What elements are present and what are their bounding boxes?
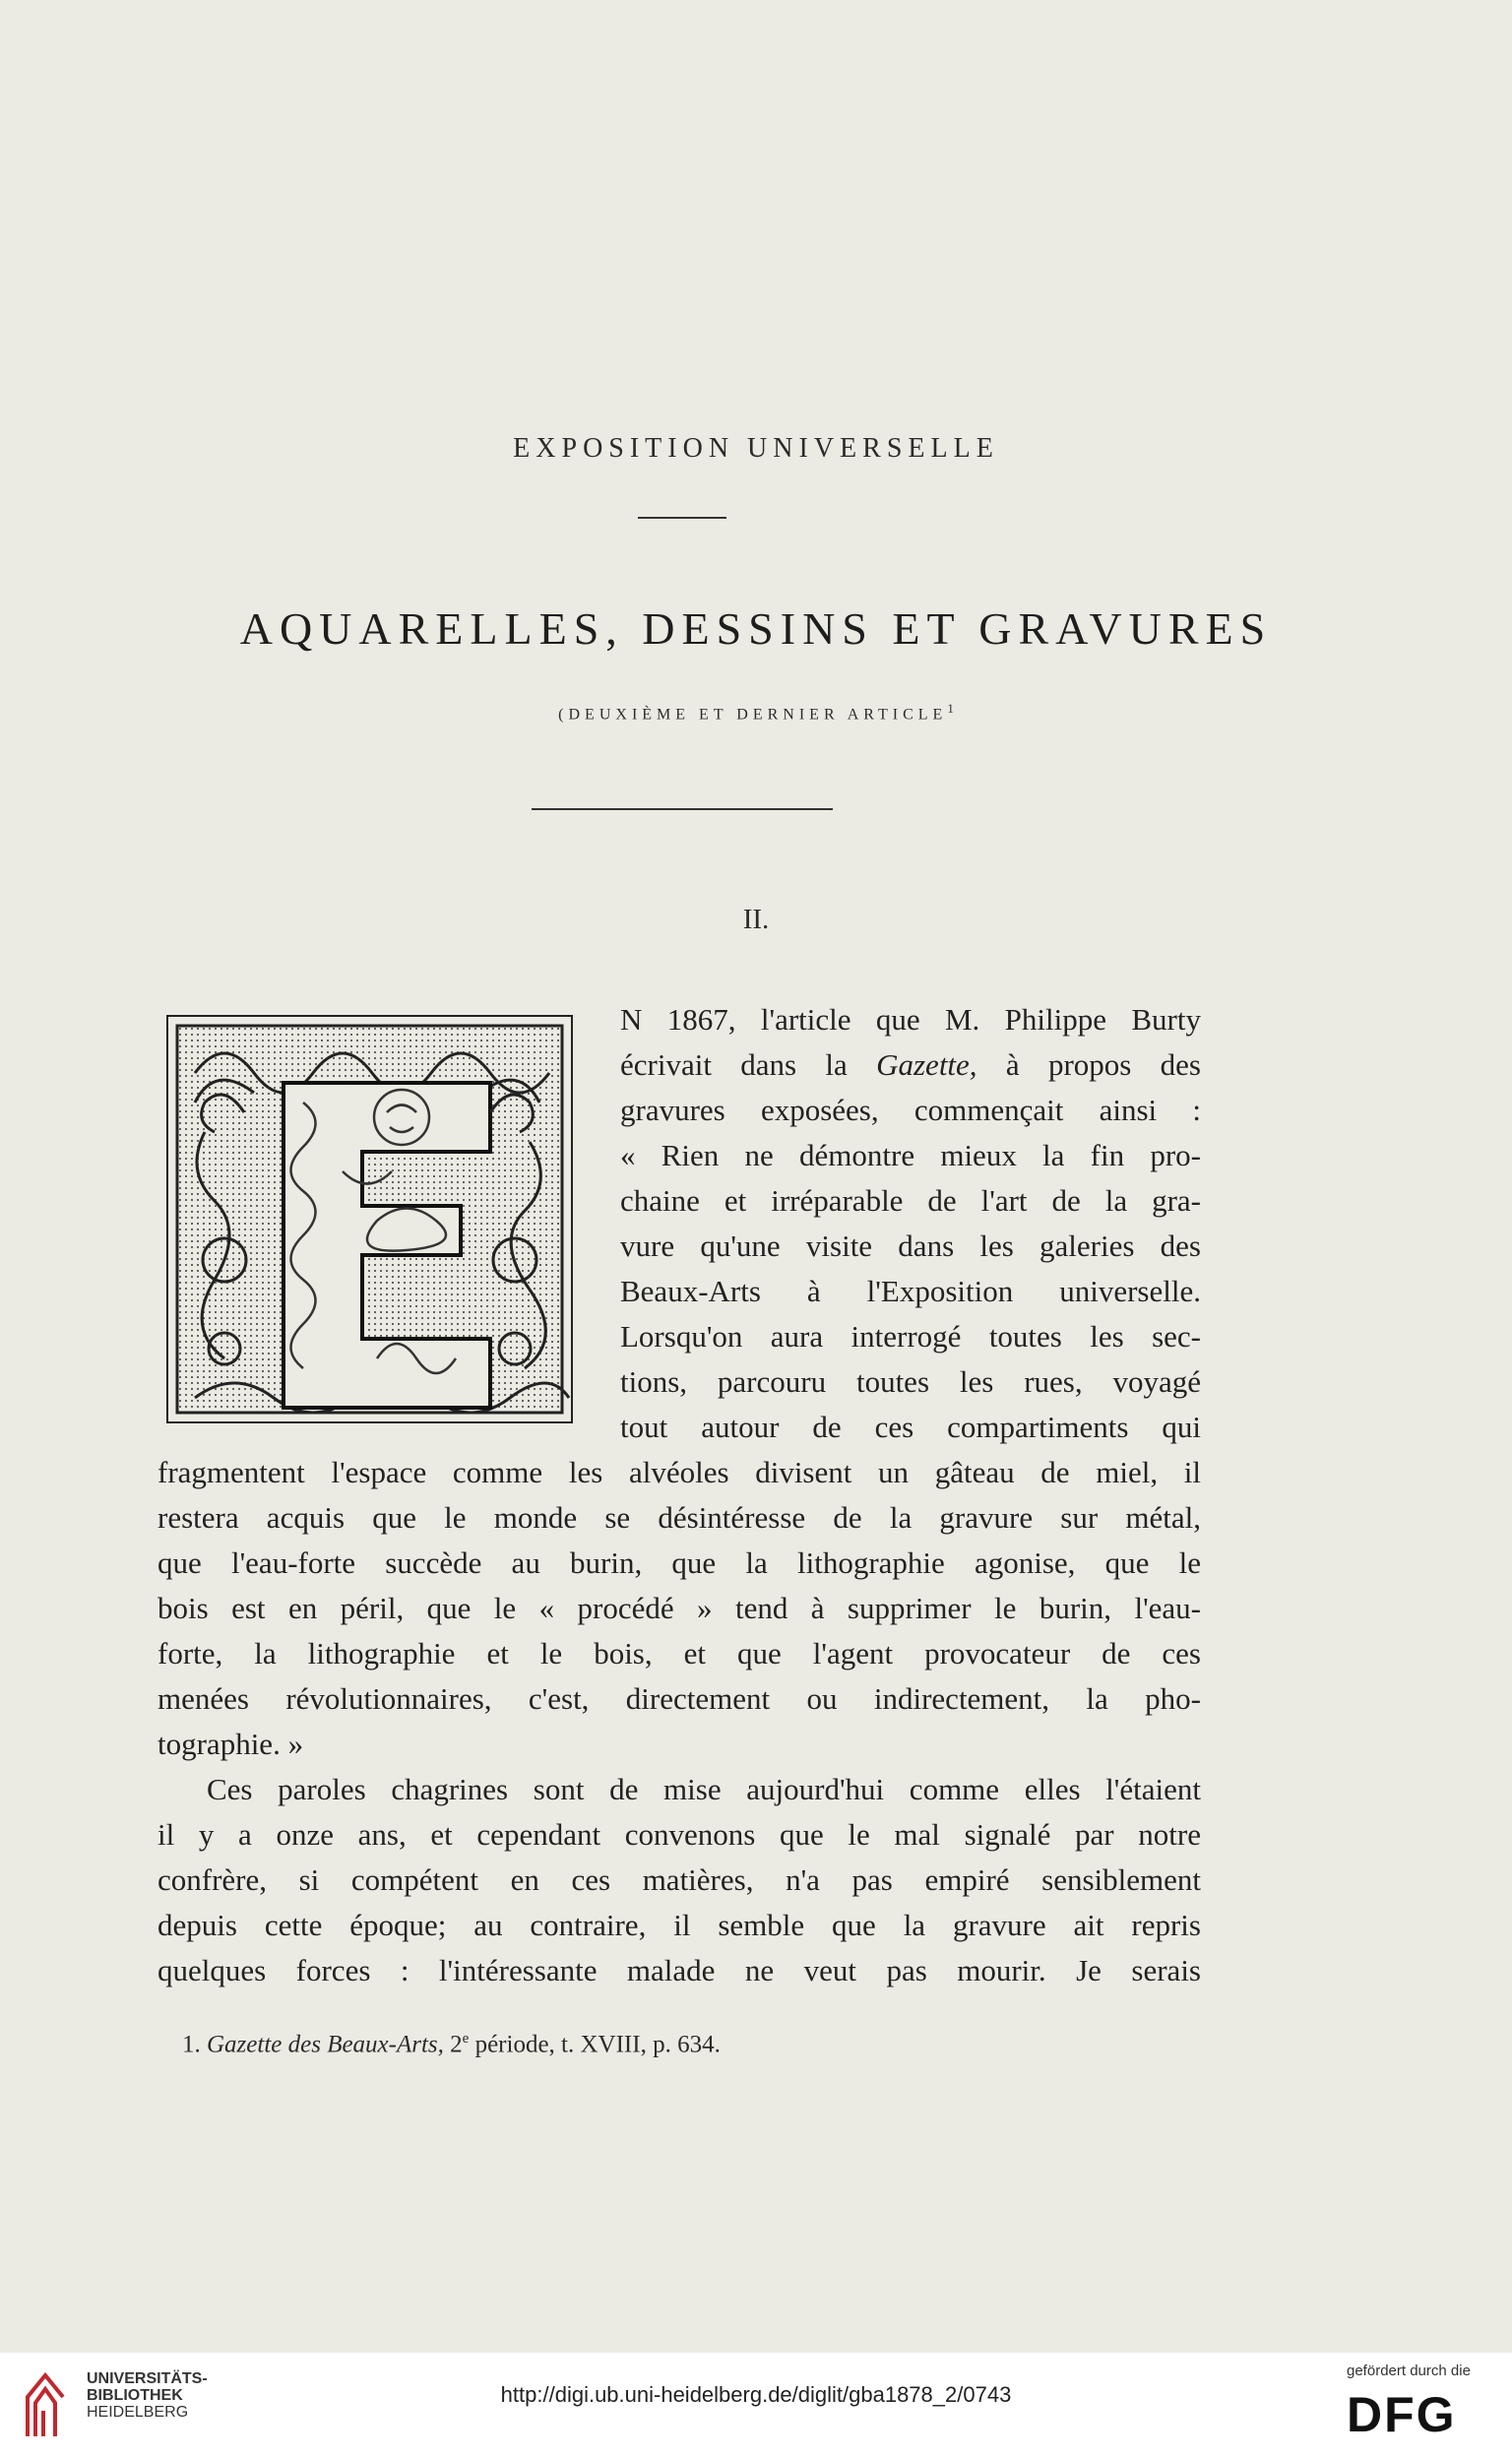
text-line: fragmentent l'espace comme les alvéoles divisent un gâteau de miel, il xyxy=(158,1455,1201,1489)
footnote-rest: période, t. XVIII, p. 634. xyxy=(474,2031,721,2058)
library-line: UNIVERSITÄTS- xyxy=(87,2370,208,2387)
library-line: BIBLIOTHEK xyxy=(87,2387,183,2404)
section-rule xyxy=(532,808,833,810)
text-line: tions, parcouru toutes les rues, voyagé xyxy=(620,1364,1201,1399)
text-line: Ces paroles chagrines sont de mise aujourd'hui comme elles l'étaient xyxy=(207,1772,1201,1806)
short-rule xyxy=(638,517,726,519)
footnote-period: 2 xyxy=(450,2031,463,2058)
text-line: que l'eau-forte succède au burin, que la lithographie agonise, que le xyxy=(158,1545,1201,1580)
text-line: vure qu'une visite dans les galeries des xyxy=(620,1229,1201,1263)
text-line: restera acquis que le monde se désintéresse de la gravure sur métal, xyxy=(158,1500,1201,1535)
subtitle-text: (DEUXIÈME ET DERNIER ARTICLE xyxy=(558,706,948,724)
text-line: tout autour de ces compartiments qui xyxy=(620,1410,1201,1444)
text-line: menées révolutionnaires, c'est, directement ou indirectement, la pho- xyxy=(158,1681,1201,1716)
kicker-heading: EXPOSITION UNIVERSELLE xyxy=(513,433,999,464)
text-line: bois est en péril, que le « procédé » tend à supprimer le burin, l'eau- xyxy=(158,1591,1201,1625)
text-line: Lorsqu'on aura interrogé toutes les sec- xyxy=(620,1319,1201,1354)
text-span: écrivait dans la xyxy=(620,1047,848,1082)
page-url-link[interactable]: http://digi.ub.uni-heidelberg.de/diglit/gba1878_2/0743 xyxy=(500,2382,1012,2407)
italic-title: Gazette, xyxy=(876,1047,977,1082)
text-line: confrère, si compétent en ces matières, n'a pas empiré sensiblement xyxy=(158,1862,1201,1897)
funder-label: gefördert durch die xyxy=(1347,2363,1471,2379)
subtitle xyxy=(0,701,1512,724)
footnote-marker: 1 xyxy=(947,701,954,716)
text-span: à propos des xyxy=(1005,1047,1202,1082)
text-line: Beaux-Arts à l'Exposition universelle. xyxy=(620,1274,1201,1308)
text-line: « Rien ne démontre mieux la fin pro- xyxy=(620,1138,1201,1172)
text-line: forte, la lithographie et le bois, et que l'agent provocateur de ces xyxy=(158,1636,1201,1670)
footnote xyxy=(182,2031,721,2058)
footnote-sup: e xyxy=(462,2031,470,2047)
text-line: il y a onze ans, et cependant convenons que le mal signalé par notre xyxy=(158,1817,1201,1852)
footnote-number: 1. xyxy=(182,2031,201,2058)
section-number: II. xyxy=(742,904,770,935)
library-line: HEIDELBERG xyxy=(87,2404,189,2421)
text-line: depuis cette époque; au contraire, il semble que la gravure ait repris xyxy=(158,1908,1201,1942)
text-line: gravures exposées, commençait ainsi : xyxy=(620,1093,1201,1127)
text-line: chaine et irréparable de l'art de la gra- xyxy=(620,1183,1201,1218)
dfg-logo: DFG xyxy=(1347,2387,1457,2442)
text-line: quelques forces : l'intéressante malade ne veut pas mourir. Je serais xyxy=(158,1953,1201,1987)
ornamental-initial-e-icon xyxy=(165,1014,574,1424)
text-line xyxy=(620,1047,1201,1083)
footnote-source: Gazette des Beaux-Arts, xyxy=(207,2031,444,2058)
page-title: AQUARELLES, DESSINS ET GRAVURES xyxy=(239,603,1273,654)
text-line: N 1867, l'article que M. Philippe Burty xyxy=(620,1002,1201,1037)
text-line: tographie. » xyxy=(158,1727,304,1761)
